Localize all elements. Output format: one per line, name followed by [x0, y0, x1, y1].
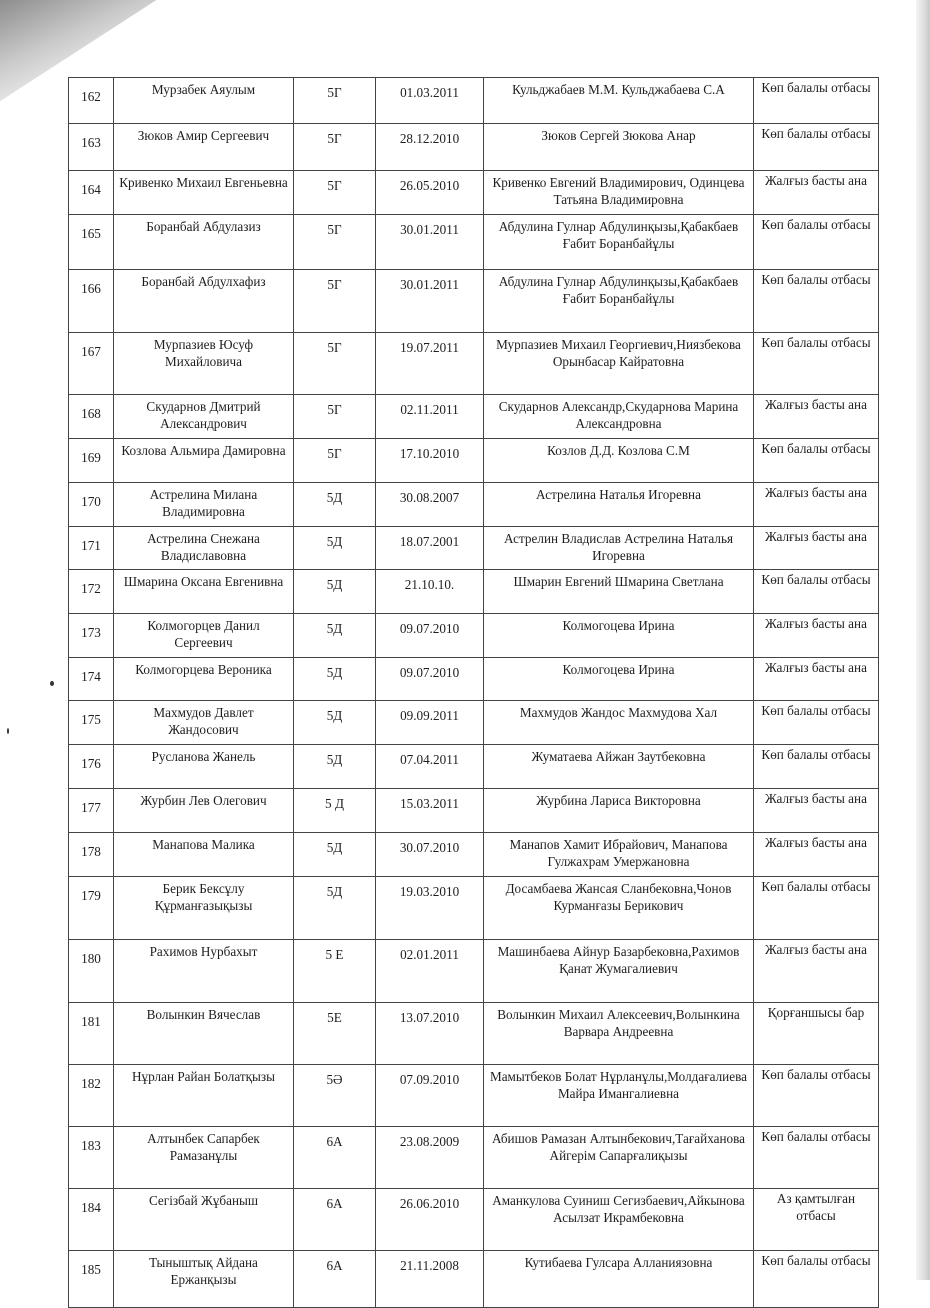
row-number: 183: [69, 1127, 114, 1189]
row-number: 182: [69, 1065, 114, 1127]
class-grade: 5Г: [294, 215, 376, 270]
table-row: [69, 789, 879, 833]
family-status: Қорғаншысы бар: [754, 1003, 879, 1065]
parents-names: Манапов Хамит Ибрайович, Манапова Гулжахрам Умержановна: [484, 833, 754, 877]
table-row: [69, 483, 879, 527]
row-number: 165: [69, 215, 114, 270]
family-status: Көп балалы отбасы: [754, 877, 879, 940]
birth-date: 02.11.2011: [376, 395, 484, 439]
parents-names: Абишов Рамазан Алтынбекович,Тағайханова Айгерім Сапарғалиқызы: [484, 1127, 754, 1189]
row-number: 168: [69, 395, 114, 439]
table-row: [69, 877, 879, 940]
table-row: [69, 215, 879, 270]
row-number: 175: [69, 701, 114, 745]
birth-date: 15.03.2011: [376, 789, 484, 833]
row-number: 184: [69, 1189, 114, 1251]
student-name: Кривенко Михаил Евгеньевна: [114, 171, 294, 215]
row-number: 167: [69, 333, 114, 395]
table-row: [69, 940, 879, 1003]
class-grade: 5Г: [294, 333, 376, 395]
birth-date: 17.10.2010: [376, 439, 484, 483]
student-name: Скударнов Дмитрий Александрович: [114, 395, 294, 439]
scan-speck: [50, 681, 54, 686]
birth-date: 13.07.2010: [376, 1003, 484, 1065]
birth-date: 09.07.2010: [376, 614, 484, 658]
row-number: 163: [69, 124, 114, 171]
student-name: Боранбай Абдулазиз: [114, 215, 294, 270]
class-grade: 5Д: [294, 527, 376, 570]
birth-date: 23.08.2009: [376, 1127, 484, 1189]
table-row: [69, 270, 879, 333]
birth-date: 19.07.2011: [376, 333, 484, 395]
class-grade: 5Д: [294, 483, 376, 527]
student-name: Русланова Жанель: [114, 745, 294, 789]
birth-date: 21.10.10.: [376, 570, 484, 614]
parents-names: Мамытбеков Болат Нұрланұлы,Молдағалиева Майра Имангалиевна: [484, 1065, 754, 1127]
table-row: [69, 658, 879, 701]
student-name: Козлова Альмира Дамировна: [114, 439, 294, 483]
family-status: Көп балалы отбасы: [754, 701, 879, 745]
student-name: Колмогорцева Вероника: [114, 658, 294, 701]
birth-date: 09.07.2010: [376, 658, 484, 701]
class-grade: 5Д: [294, 614, 376, 658]
row-number: 180: [69, 940, 114, 1003]
parents-names: Абдулина Гулнар Абдулинқызы,Қабакбаев Ғабит Боранбайұлы: [484, 270, 754, 333]
student-name: Алтынбек Сапарбек Рамазанұлы: [114, 1127, 294, 1189]
parents-names: Кривенко Евгений Владимирович, Одинцева Татьяна Владимировна: [484, 171, 754, 215]
table-row: [69, 833, 879, 877]
table-row: [69, 1065, 879, 1127]
family-status: Көп балалы отбасы: [754, 439, 879, 483]
family-status: Көп балалы отбасы: [754, 270, 879, 333]
table-row: [69, 439, 879, 483]
row-number: 166: [69, 270, 114, 333]
row-number: 179: [69, 877, 114, 940]
parents-names: Астрелина Наталья Игоревна: [484, 483, 754, 527]
class-grade: 5Д: [294, 658, 376, 701]
table-row: [69, 614, 879, 658]
student-name: Шмарина Оксана Евгенивна: [114, 570, 294, 614]
family-status: Аз қамтылған отбасы: [754, 1189, 879, 1251]
birth-date: 01.03.2011: [376, 78, 484, 124]
parents-names: Жуматаева Айжан Заутбековна: [484, 745, 754, 789]
birth-date: 30.08.2007: [376, 483, 484, 527]
row-number: 173: [69, 614, 114, 658]
family-status: Жалғыз басты ана: [754, 658, 879, 701]
family-status: Жалғыз басты ана: [754, 483, 879, 527]
student-name: Астрелина Милана Владимировна: [114, 483, 294, 527]
student-name: Колмогорцев Данил Сергеевич: [114, 614, 294, 658]
row-number: 185: [69, 1251, 114, 1308]
birth-date: 28.12.2010: [376, 124, 484, 171]
students-table-wrapper: [68, 77, 878, 1308]
family-status: Көп балалы отбасы: [754, 570, 879, 614]
parents-names: Кутибаева Гулсара Алланиязовна: [484, 1251, 754, 1308]
table-row: [69, 527, 879, 570]
table-row: [69, 124, 879, 171]
parents-names: Кульджабаев М.М. Кульджабаева С.А: [484, 78, 754, 124]
family-status: Жалғыз басты ана: [754, 395, 879, 439]
family-status: Жалғыз басты ана: [754, 940, 879, 1003]
birth-date: 02.01.2011: [376, 940, 484, 1003]
class-grade: 5Г: [294, 171, 376, 215]
family-status: Жалғыз басты ана: [754, 833, 879, 877]
family-status: Жалғыз басты ана: [754, 614, 879, 658]
table-row: [69, 395, 879, 439]
family-status: Көп балалы отбасы: [754, 124, 879, 171]
class-grade: 5Г: [294, 78, 376, 124]
table-row: [69, 78, 879, 124]
birth-date: 30.07.2010: [376, 833, 484, 877]
student-name: Мурпазиев Юсуф Михайловича: [114, 333, 294, 395]
row-number: 172: [69, 570, 114, 614]
family-status: Көп балалы отбасы: [754, 78, 879, 124]
table-row: [69, 1127, 879, 1189]
row-number: 176: [69, 745, 114, 789]
birth-date: 09.09.2011: [376, 701, 484, 745]
row-number: 178: [69, 833, 114, 877]
class-grade: 6А: [294, 1251, 376, 1308]
student-name: Рахимов Нурбахыт: [114, 940, 294, 1003]
parents-names: Колмогоцева Ирина: [484, 614, 754, 658]
family-status: Көп балалы отбасы: [754, 333, 879, 395]
family-status: Жалғыз басты ана: [754, 171, 879, 215]
row-number: 162: [69, 78, 114, 124]
birth-date: 30.01.2011: [376, 270, 484, 333]
scan-edge-shadow: [916, 0, 930, 1280]
row-number: 177: [69, 789, 114, 833]
class-grade: 5Д: [294, 570, 376, 614]
family-status: Көп балалы отбасы: [754, 745, 879, 789]
class-grade: 5Г: [294, 270, 376, 333]
student-name: Тыныштық Айдана Ержанқызы: [114, 1251, 294, 1308]
family-status: Жалғыз басты ана: [754, 527, 879, 570]
class-grade: 6А: [294, 1127, 376, 1189]
class-grade: 5Г: [294, 439, 376, 483]
class-grade: 5 Д: [294, 789, 376, 833]
parents-names: Волынкин Михаил Алексеевич,Волынкина Варвара Андреевна: [484, 1003, 754, 1065]
birth-date: 26.05.2010: [376, 171, 484, 215]
table-row: [69, 745, 879, 789]
parents-names: Махмудов Жандос Махмудова Хал: [484, 701, 754, 745]
scan-speck: [7, 728, 9, 734]
birth-date: 26.06.2010: [376, 1189, 484, 1251]
student-name: Зюков Амир Сергеевич: [114, 124, 294, 171]
class-grade: 5Ә: [294, 1065, 376, 1127]
class-grade: 5Д: [294, 833, 376, 877]
student-name: Нұрлан Райан Болатқызы: [114, 1065, 294, 1127]
parents-names: Абдулина Гулнар Абдулинқызы,Қабакбаев Ғабит Боранбайұлы: [484, 215, 754, 270]
birth-date: 30.01.2011: [376, 215, 484, 270]
parents-names: Шмарин Евгений Шмарина Светлана: [484, 570, 754, 614]
parents-names: Досамбаева Жансая Сланбековна,Чонов Курманғазы Берикович: [484, 877, 754, 940]
table-row: [69, 171, 879, 215]
class-grade: 5Д: [294, 701, 376, 745]
parents-names: Аманкулова Суиниш Сегизбаевич,Айкынова Асылзат Икрамбековна: [484, 1189, 754, 1251]
student-name: Берик Бексұлу Құрманғазықызы: [114, 877, 294, 940]
student-name: Сегізбай Жұбаныш: [114, 1189, 294, 1251]
row-number: 164: [69, 171, 114, 215]
class-grade: 5Е: [294, 1003, 376, 1065]
parents-names: Журбина Лариса Викторовна: [484, 789, 754, 833]
parents-names: Колмогоцева Ирина: [484, 658, 754, 701]
family-status: Көп балалы отбасы: [754, 215, 879, 270]
parents-names: Астрелин Владислав Астрелина Наталья Игоревна: [484, 527, 754, 570]
birth-date: 07.04.2011: [376, 745, 484, 789]
class-grade: 5Г: [294, 124, 376, 171]
birth-date: 19.03.2010: [376, 877, 484, 940]
students-table: [68, 77, 879, 1308]
parents-names: Машинбаева Айнур Базарбековна,Рахимов Қанат Жумагалиевич: [484, 940, 754, 1003]
parents-names: Скударнов Александр,Скударнова Марина Александровна: [484, 395, 754, 439]
student-name: Махмудов Давлет Жандосович: [114, 701, 294, 745]
family-status: Көп балалы отбасы: [754, 1127, 879, 1189]
class-grade: 5Г: [294, 395, 376, 439]
parents-names: Мурпазиев Михаил Георгиевич,Ниязбекова Орынбасар Кайратовна: [484, 333, 754, 395]
table-row: [69, 1251, 879, 1308]
table-row: [69, 701, 879, 745]
student-name: Волынкин Вячеслав: [114, 1003, 294, 1065]
family-status: Жалғыз басты ана: [754, 789, 879, 833]
student-name: Боранбай Абдулхафиз: [114, 270, 294, 333]
table-row: [69, 1003, 879, 1065]
family-status: Көп балалы отбасы: [754, 1251, 879, 1308]
student-name: Астрелина Снежана Владиславовна: [114, 527, 294, 570]
table-row: [69, 1189, 879, 1251]
birth-date: 07.09.2010: [376, 1065, 484, 1127]
parents-names: Зюков Сергей Зюкова Анар: [484, 124, 754, 171]
parents-names: Козлов Д.Д. Козлова С.М: [484, 439, 754, 483]
class-grade: 5Д: [294, 877, 376, 940]
birth-date: 21.11.2008: [376, 1251, 484, 1308]
birth-date: 18.07.2001: [376, 527, 484, 570]
student-name: Манапова Малика: [114, 833, 294, 877]
row-number: 174: [69, 658, 114, 701]
row-number: 170: [69, 483, 114, 527]
student-name: Журбин Лев Олегович: [114, 789, 294, 833]
table-row: [69, 333, 879, 395]
class-grade: 6А: [294, 1189, 376, 1251]
row-number: 181: [69, 1003, 114, 1065]
class-grade: 5 Е: [294, 940, 376, 1003]
student-name: Мурзабек Аяулым: [114, 78, 294, 124]
table-row: [69, 570, 879, 614]
row-number: 171: [69, 527, 114, 570]
family-status: Көп балалы отбасы: [754, 1065, 879, 1127]
row-number: 169: [69, 439, 114, 483]
students-table-body: [69, 78, 879, 1308]
class-grade: 5Д: [294, 745, 376, 789]
